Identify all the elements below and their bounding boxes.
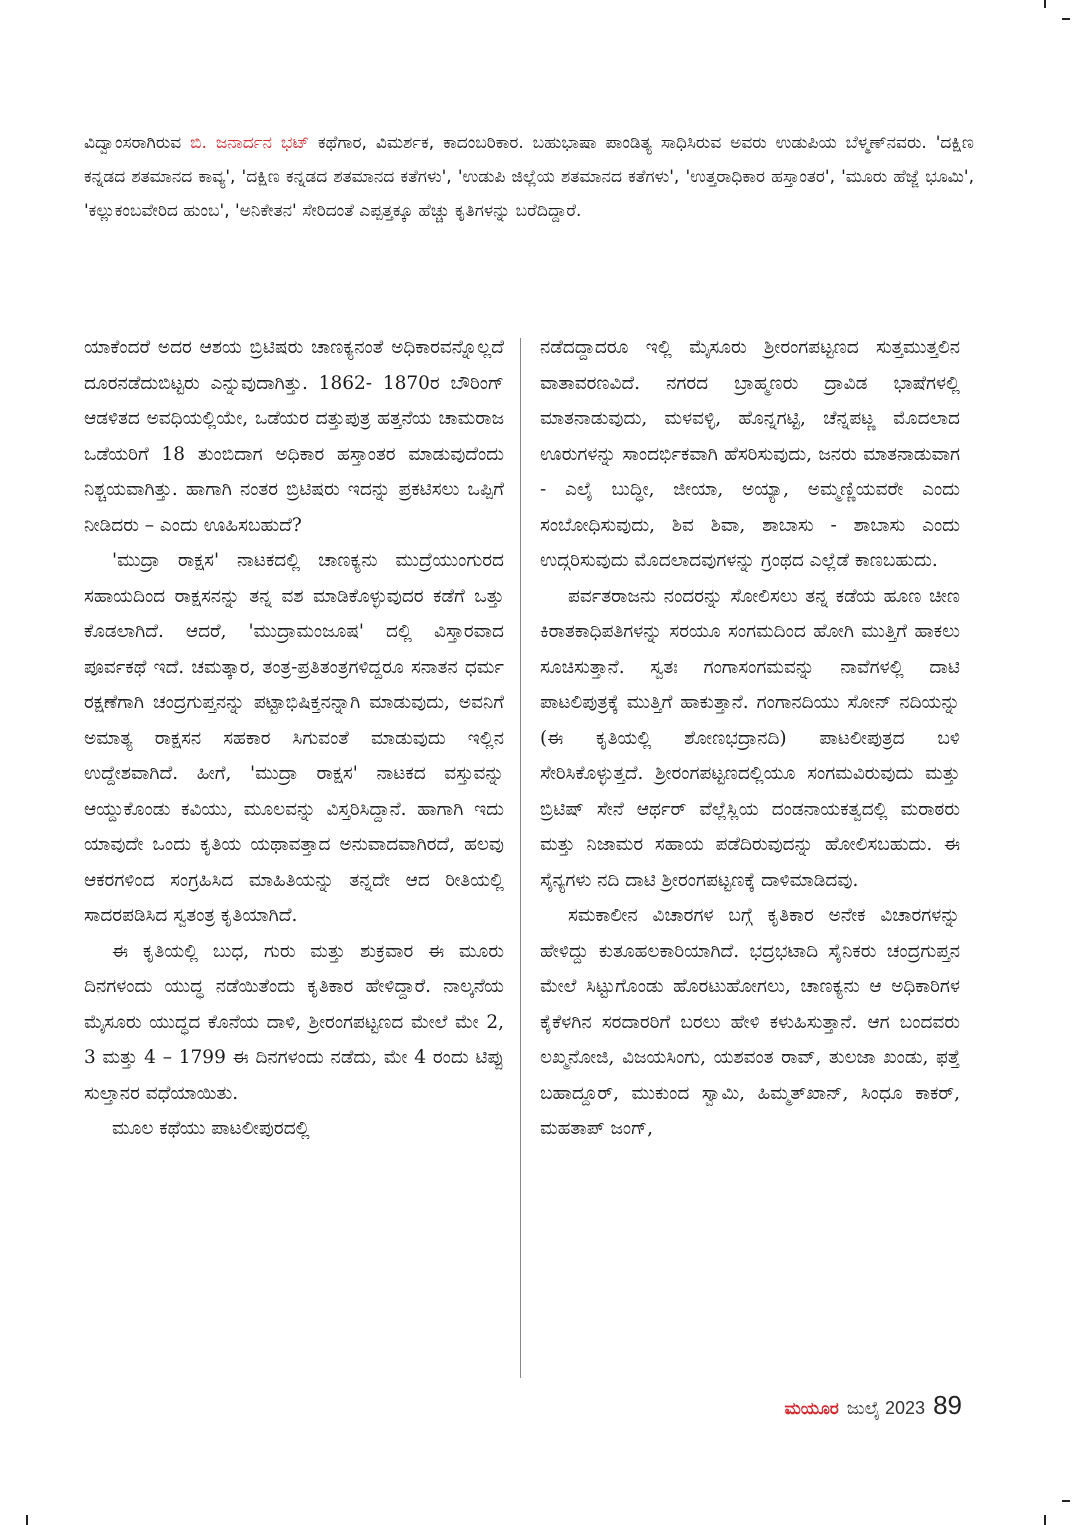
magazine-name: ಮಯೂರ [784, 1399, 839, 1418]
left-column [84, 330, 504, 1147]
paragraph: ಪರ್ವತರಾಜನು ನಂದರನ್ನು ಸೋಲಿಸಲು ತನ್ನ ಕಡೆಯ ಹೂಣ ಚೀಣ ಕಿರಾತಕಾಧಿಪತಿಗಳನ್ನು ಸರಯೂ ಸಂಗಮದಿಂದ ಹೋಗಿ ಮುತ್ತಿಗೆ ಹಾಕಲು ಸೂಚಿಸುತ್ತಾನೆ. ಸ್ವತಃ ಗಂಗಾಸಂಗಮವನ್ನು ನಾವೆಗಳಲ್ಲಿ ದಾಟಿ ಪಾಟಲಿಪುತ್ರಕ್ಕೆ ಮುತ್ತಿಗೆ ಹಾಕುತ್ತಾನೆ. ಗಂಗಾನದಿಯು ಸೋನ್ ನದಿಯನ್ನು (ಈ ಕೃತಿಯಲ್ಲಿ ಶೋಣಭದ್ರಾನದಿ) ಪಾಟಲೀಪುತ್ರದ ಬಳಿ ಸೇರಿಸಿಕೊಳ್ಳುತ್ತದೆ. ಶ್ರೀರಂಗಪಟ್ಟಣದಲ್ಲಿಯೂ ಸಂಗಮವಿರುವುದು ಮತ್ತು ಬ್ರಿಟಿಷ್ ಸೇನೆ ಆರ್ಥರ್ ವೆಲ್ಲೆಸ್ಲಿಯ ದಂಡನಾಯಕತ್ವದಲ್ಲಿ ಮರಾಠರು ಮತ್ತು ನಿಜಾಮರ ಸಹಾಯ ಪಡೆದಿರುವುದನ್ನು ಹೋಲಿಸಬಹುದು. ಈ ಸೈನ್ಯಗಳು ನದಿ ದಾಟಿ ಶ್ರೀರಂಗಪಟ್ಟಣಕ್ಕೆ ದಾಳಿಮಾಡಿದವು. [540, 585, 960, 891]
page-footer [785, 1390, 962, 1421]
crop-mark [1062, 18, 1070, 20]
author-name: ಬಿ. ಜನಾರ್ದನ ಭಟ್ [190, 133, 310, 153]
paragraph: ಸಮಕಾಲೀನ ವಿಚಾರಗಳ ಬಗ್ಗೆ ಕೃತಿಕಾರ ಅನೇಕ ವಿಚಾರಗಳನ್ನು ಹೇಳಿದ್ದು ಕುತೂಹಲಕಾರಿಯಾಗಿದೆ. ಭದ್ರಭಟಾದಿ ಸೈನಿಕರು ಚಂದ್ರಗುಪ್ತನ ಮೇಲೆ ಸಿಟ್ಟುಗೊಂಡು ಹೊರಟುಹೋಗಲು, ಚಾಣಕ್ಯನು ಆ ಅಧಿಕಾರಿಗಳ ಕೈಕೆಳಗಿನ ಸರದಾರರಿಗೆ ಬರಲು ಹೇಳಿ ಕಳುಹಿಸುತ್ತಾನೆ. ಆಗ ಬಂದವರು ಲಖ್ಮನೋಜಿ, ವಿಜಯಸಿಂಗು, ಯಶವಂತ ರಾವ್, ತುಲಜಾ ಖಂಡು, ಫತ್ತೆ ಬಹಾದ್ದೂರ್, ಮುಕುಂದ ಸ್ವಾಮಿ, ಹಿಮ್ಮತ್‌ಖಾನ್, ಸಿಂಧೂ ಕಾಕರ್, ಮಹತಾಪ್ ಜಂಗ್, [540, 905, 960, 1139]
paragraph: 'ಮುದ್ರಾ ರಾಕ್ಷಸ' ನಾಟಕದಲ್ಲಿ ಚಾಣಕ್ಯನು ಮುದ್ರೆಯುಂಗುರದ ಸಹಾಯದಿಂದ ರಾಕ್ಷಸನನ್ನು ತನ್ನ ವಶ ಮಾಡಿಕೊಳ್ಳುವುದರ ಕಡೆಗೆ ಒತ್ತು ಕೊಡಲಾಗಿದೆ. ಆದರೆ, 'ಮುದ್ರಾಮಂಜೂಷ' ದಲ್ಲಿ ವಿಸ್ತಾರವಾದ ಪೂರ್ವಕಥೆ ಇದೆ. ಚಮತ್ಕಾರ, ತಂತ್ರ-ಪ್ರತಿತಂತ್ರಗಳಿದ್ದರೂ ಸನಾತನ ಧರ್ಮ ರಕ್ಷಣೆಗಾಗಿ ಚಂದ್ರಗುಪ್ತನನ್ನು ಪಟ್ಟಾಭಿಷಿಕ್ತನನ್ನಾಗಿ ಮಾಡುವುದು, ಅವನಿಗೆ ಅಮಾತ್ಯ ರಾಕ್ಷಸನ ಸಹಕಾರ ಸಿಗುವಂತೆ ಮಾಡುವುದು ಇಲ್ಲಿನ ಉದ್ದೇಶವಾಗಿದೆ. ಹೀಗೆ, 'ಮುದ್ರಾ ರಾಕ್ಷಸ' ನಾಟಕದ ವಸ್ತುವನ್ನು ಆಯ್ದುಕೊಂಡು ಕವಿಯು, ಮೂಲವನ್ನು ವಿಸ್ತರಿಸಿದ್ದಾನೆ. ಹಾಗಾಗಿ ಇದು ಯಾವುದೇ ಒಂದು ಕೃತಿಯ ಯಥಾವತ್ತಾದ ಅನುವಾದವಾಗಿರದೆ, ಹಲವು ಆಕರಗಳಿಂದ ಸಂಗ್ರಹಿಸಿದ ಮಾಹಿತಿಯನ್ನು ತನ್ನದೇ ಆದ ರೀತಿಯಲ್ಲಿ ಸಾದರಪಡಿಸಿದ ಸ್ವತಂತ್ರ ಕೃತಿಯಾಗಿದೆ. [84, 550, 504, 926]
paragraph: ಈ ಕೃತಿಯಲ್ಲಿ ಬುಧ, ಗುರು ಮತ್ತು ಶುಕ್ರವಾರ ಈ ಮೂರು ದಿನಗಳಂದು ಯುದ್ಧ ನಡೆಯಿತೆಂದು ಕೃತಿಕಾರ ಹೇಳಿದ್ದಾರೆ. ನಾಲ್ಕನೆಯ ಮೈಸೂರು ಯುದ್ಧದ ಕೊನೆಯ ದಾಳಿ, ಶ್ರೀರಂಗಪಟ್ಟಣದ ಮೇಲೆ ಮೇ 2, 3 ಮತ್ತು 4 – 1799 ಈ ದಿನಗಳಂದು ನಡೆದು, ಮೇ 4 ರಂದು ಟಿಪ್ಪು ಸುಲ್ತಾನರ ವಧೆಯಾಯಿತು. [84, 940, 505, 1104]
paragraph: ಮೂಲ ಕಥೆಯು ಪಾಟಲೀಪುರದಲ್ಲಿ [112, 1118, 310, 1139]
issue-date: ಜುಲೈ 2023 [846, 1398, 926, 1418]
author-bio-lead: ವಿದ್ವಾಂಸರಾಗಿರುವ [84, 133, 182, 153]
author-bio [84, 126, 974, 228]
crop-mark [1044, 1515, 1046, 1525]
crop-mark [26, 1515, 28, 1525]
right-column [540, 330, 960, 1147]
page-number: 89 [933, 1390, 962, 1420]
column-divider [520, 338, 521, 1378]
paragraph: ಯಾಕೆಂದರೆ ಅದರ ಆಶಯ ಬ್ರಿಟಿಷರು ಚಾಣಕ್ಯನಂತೆ ಅಧಿಕಾರವನ್ನೊಲ್ಲದೆ ದೂರನಡೆದುಬಿಟ್ಟರು ಎನ್ನುವುದಾಗಿತ್ತು. 1862- 1870ರ ಬೌರಿಂಗ್ ಆಡಳಿತದ ಅವಧಿಯಲ್ಲಿಯೇ, ಒಡೆಯರ ದತ್ತುಪುತ್ರ ಹತ್ತನೆಯ ಚಾಮರಾಜ ಒಡೆಯರಿಗೆ 18 ತುಂಬಿದಾಗ ಅಧಿಕಾರ ಹಸ್ತಾಂತರ ಮಾಡುವುದೆಂದು ನಿಶ್ಚಯವಾಗಿತ್ತು. ಹಾಗಾಗಿ ನಂತರ ಬ್ರಿಟಿಷರು ಇದನ್ನು ಪ್ರಕಟಿಸಲು ಒಪ್ಪಿಗೆ ನೀಡಿದರು – ಎಂದು ಊಹಿಸಬಹುದೆ? [84, 337, 504, 536]
paragraph: ನಡೆದದ್ದಾದರೂ ಇಲ್ಲಿ ಮೈಸೂರು ಶ್ರೀರಂಗಪಟ್ಟಣದ ಸುತ್ತಮುತ್ತಲಿನ ವಾತಾವರಣವಿದೆ. ನಗರದ ಬ್ರಾಹ್ಮಣರು ದ್ರಾವಿಡ ಭಾಷೆಗಳಲ್ಲಿ ಮಾತನಾಡುವುದು, ಮಳವಳ್ಳಿ, ಹೊನ್ನಗಟ್ಟಿ, ಚೆನ್ನಪಟ್ಣ ಮೊದಲಾದ ಊರುಗಳನ್ನು ಸಾಂದರ್ಭಿಕವಾಗಿ ಹೆಸರಿಸುವುದು, ಜನರು ಮಾತನಾಡುವಾಗ - ಎಲೈ ಬುದ್ಧೀ, ಜೀಯಾ, ಅಯ್ಯಾ, ಅಮ್ಮಣ್ಣಿಯವರೇ ಎಂದು ಸಂಬೋಧಿಸುವುದು, ಶಿವ ಶಿವಾ, ಶಾಬಾಸು - ಶಾಬಾಸು ಎಂದು ಉದ್ಗರಿಸುವುದು ಮೊದಲಾದವುಗಳನ್ನು ಗ್ರಂಥದ ಎಲ್ಲೆಡೆ ಕಾಣಬಹುದು. [540, 337, 960, 571]
crop-mark [1044, 0, 1046, 8]
crop-mark [1062, 1500, 1070, 1502]
author-bio-text: ಕಥೆಗಾರ, ವಿಮರ್ಶಕ, ಕಾದಂಬರಿಕಾರ. ಬಹುಭಾಷಾ ಪಾಂಡಿತ್ಯ ಸಾಧಿಸಿರುವ ಅವರು ಉಡುಪಿಯ ಬೆಳ್ಮಣ್‌ನವರು. 'ದಕ್ಷಿಣ ಕನ್ನಡದ ಶತಮಾನದ ಕಾವ್ಯ', 'ದಕ್ಷಿಣ ಕನ್ನಡದ ಶತಮಾನದ ಕತೆಗಳು', 'ಉಡುಪಿ ಜಿಲ್ಲೆಯ ಶತಮಾನದ ಕತೆಗಳು', 'ಉತ್ತರಾಧಿಕಾರ ಹಸ್ತಾಂತರ', 'ಮೂರು ಹೆಜ್ಜೆ ಭೂಮಿ', 'ಕಲ್ಲುಕಂಬವೇರಿದ ಹುಂಬ', 'ಅನಿಕೇತನ' ಸೇರಿದಂತೆ ಎಪ್ಪತ್ತಕ್ಕೂ ಹೆಚ್ಚು ಕೃತಿಗಳನ್ನು ಬರೆದಿದ್ದಾರೆ. [84, 133, 974, 221]
